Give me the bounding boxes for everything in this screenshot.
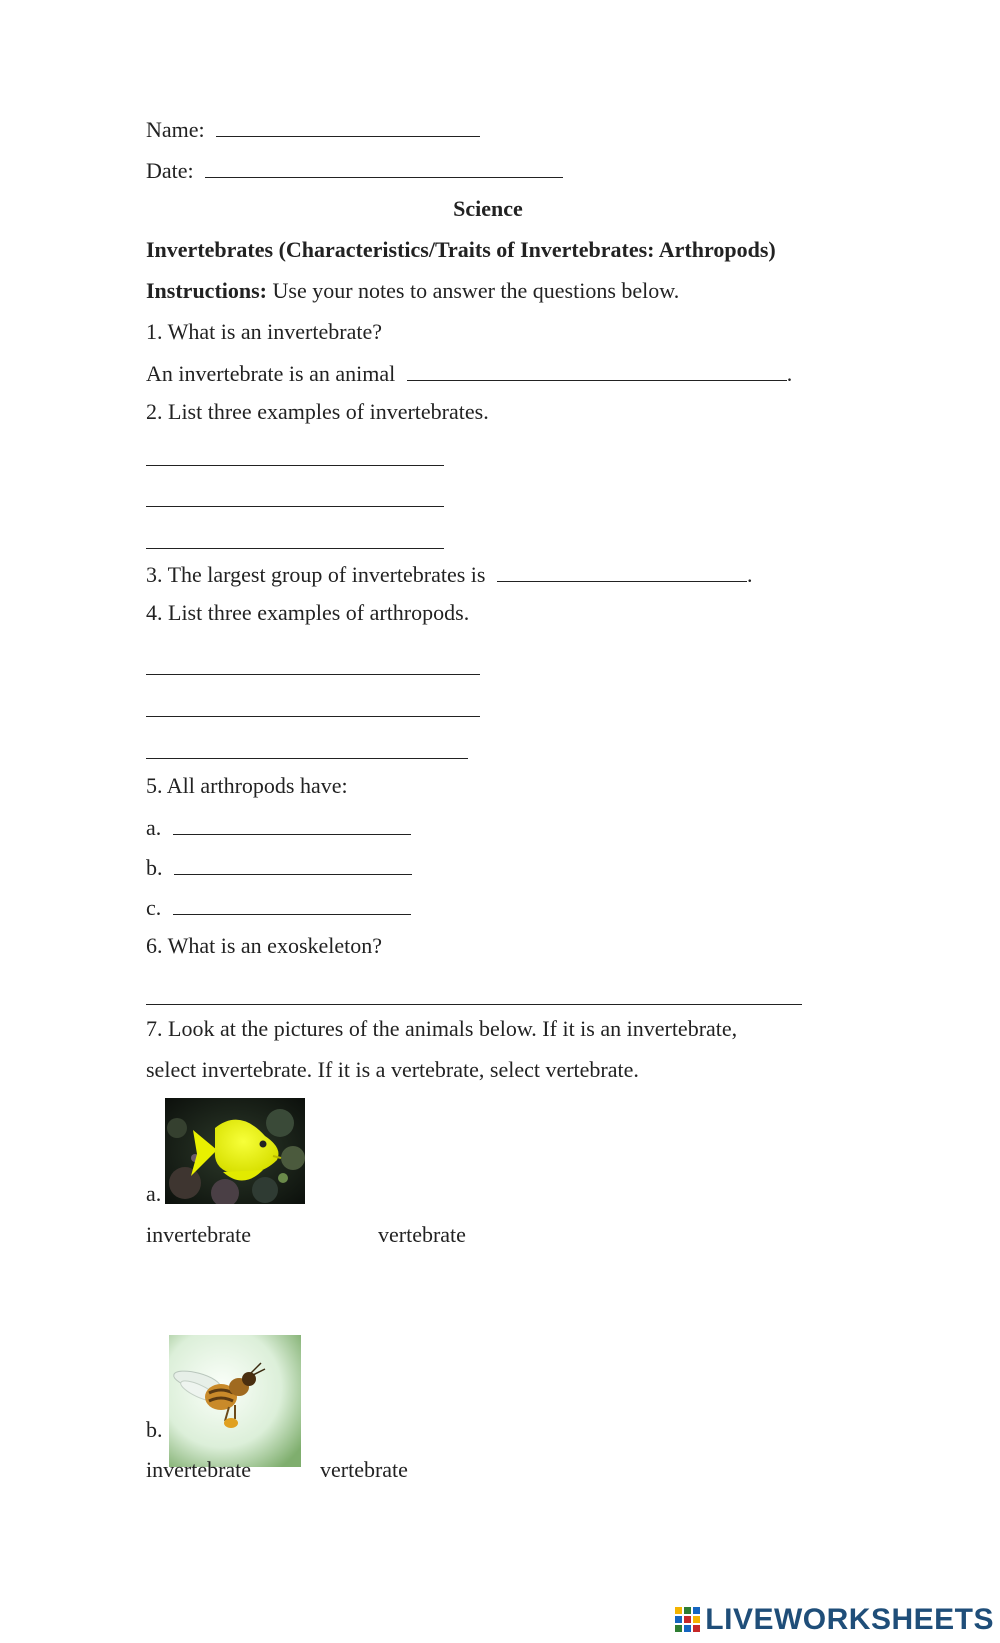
instructions xyxy=(146,277,679,305)
liveworksheets-brand: LIVEWORKSHEETS xyxy=(705,1603,994,1636)
q6-prompt: 6. What is an exoskeleton? xyxy=(146,933,383,958)
name-label: Name: xyxy=(146,117,205,142)
q7b-option-invertebrate[interactable]: invertebrate xyxy=(146,1457,252,1482)
q5-item-b xyxy=(146,852,412,882)
q7a-label: a. xyxy=(146,1181,162,1206)
yellow-fish-icon xyxy=(165,1098,305,1204)
liveworksheets-logo xyxy=(675,1603,994,1637)
q1-answer-row xyxy=(146,358,792,388)
liveworksheets-grid-icon xyxy=(675,1607,701,1633)
q3-answer-row xyxy=(146,559,753,589)
q7b-label: b. xyxy=(146,1417,163,1442)
q2-prompt: 2. List three examples of invertebrates. xyxy=(146,399,489,424)
q5-item-a-input[interactable] xyxy=(173,812,411,835)
date-label: Date: xyxy=(146,158,194,183)
q1-prompt: 1. What is an invertebrate? xyxy=(146,319,382,344)
subject-heading: Science xyxy=(453,196,523,221)
q7-prompt-line1: 7. Look at the pictures of the animals below. If it is an invertebrate, xyxy=(146,1016,738,1041)
q7b-bee-image xyxy=(169,1335,301,1467)
q1-answer-input[interactable] xyxy=(407,358,787,381)
q2-answer-1-input[interactable] xyxy=(146,465,444,466)
instructions-text: Use your notes to answer the questions below. xyxy=(267,278,680,303)
name-input[interactable] xyxy=(216,114,480,137)
q4-answer-1-input[interactable] xyxy=(146,674,480,675)
date-row xyxy=(146,155,563,185)
q3-period: . xyxy=(747,562,753,587)
q7a-option-vertebrate[interactable]: vertebrate xyxy=(378,1222,466,1247)
q5-item-c-input[interactable] xyxy=(173,892,411,915)
q7b-option-vertebrate[interactable]: vertebrate xyxy=(320,1457,408,1482)
q4-answer-3-input[interactable] xyxy=(146,758,468,759)
q1-period: . xyxy=(786,361,793,386)
q7a-fish-image xyxy=(165,1098,305,1204)
name-row xyxy=(146,114,480,144)
q5-prompt: 5. All arthropods have: xyxy=(146,773,348,798)
q3-answer-input[interactable] xyxy=(497,559,747,582)
q5-item-a xyxy=(146,812,411,842)
bee-icon xyxy=(169,1335,301,1467)
q2-answer-3-input[interactable] xyxy=(146,548,444,549)
q5-item-b-label: b. xyxy=(146,855,163,880)
q7a-option-invertebrate[interactable]: invertebrate xyxy=(146,1222,252,1247)
instructions-label: Instructions: xyxy=(146,278,268,303)
q4-answer-2-input[interactable] xyxy=(146,716,480,717)
q1-sentence: An invertebrate is an animal xyxy=(146,361,396,386)
date-input[interactable] xyxy=(205,155,563,178)
q4-prompt: 4. List three examples of arthropods. xyxy=(146,600,470,625)
q5-item-a-label: a. xyxy=(146,815,162,840)
q2-answer-2-input[interactable] xyxy=(146,506,444,507)
q7-prompt-line2: select invertebrate. If it is a vertebrate, select vertebrate. xyxy=(146,1057,639,1082)
q3-sentence: 3. The largest group of invertebrates is xyxy=(146,562,486,587)
q5-item-b-input[interactable] xyxy=(174,852,412,875)
q5-item-c-label: c. xyxy=(146,895,162,920)
worksheet-title: Invertebrates (Characteristics/Traits of Invertebrates: Arthropods) xyxy=(146,237,776,262)
q5-item-c xyxy=(146,892,411,922)
q6-answer-input[interactable] xyxy=(146,1004,802,1005)
